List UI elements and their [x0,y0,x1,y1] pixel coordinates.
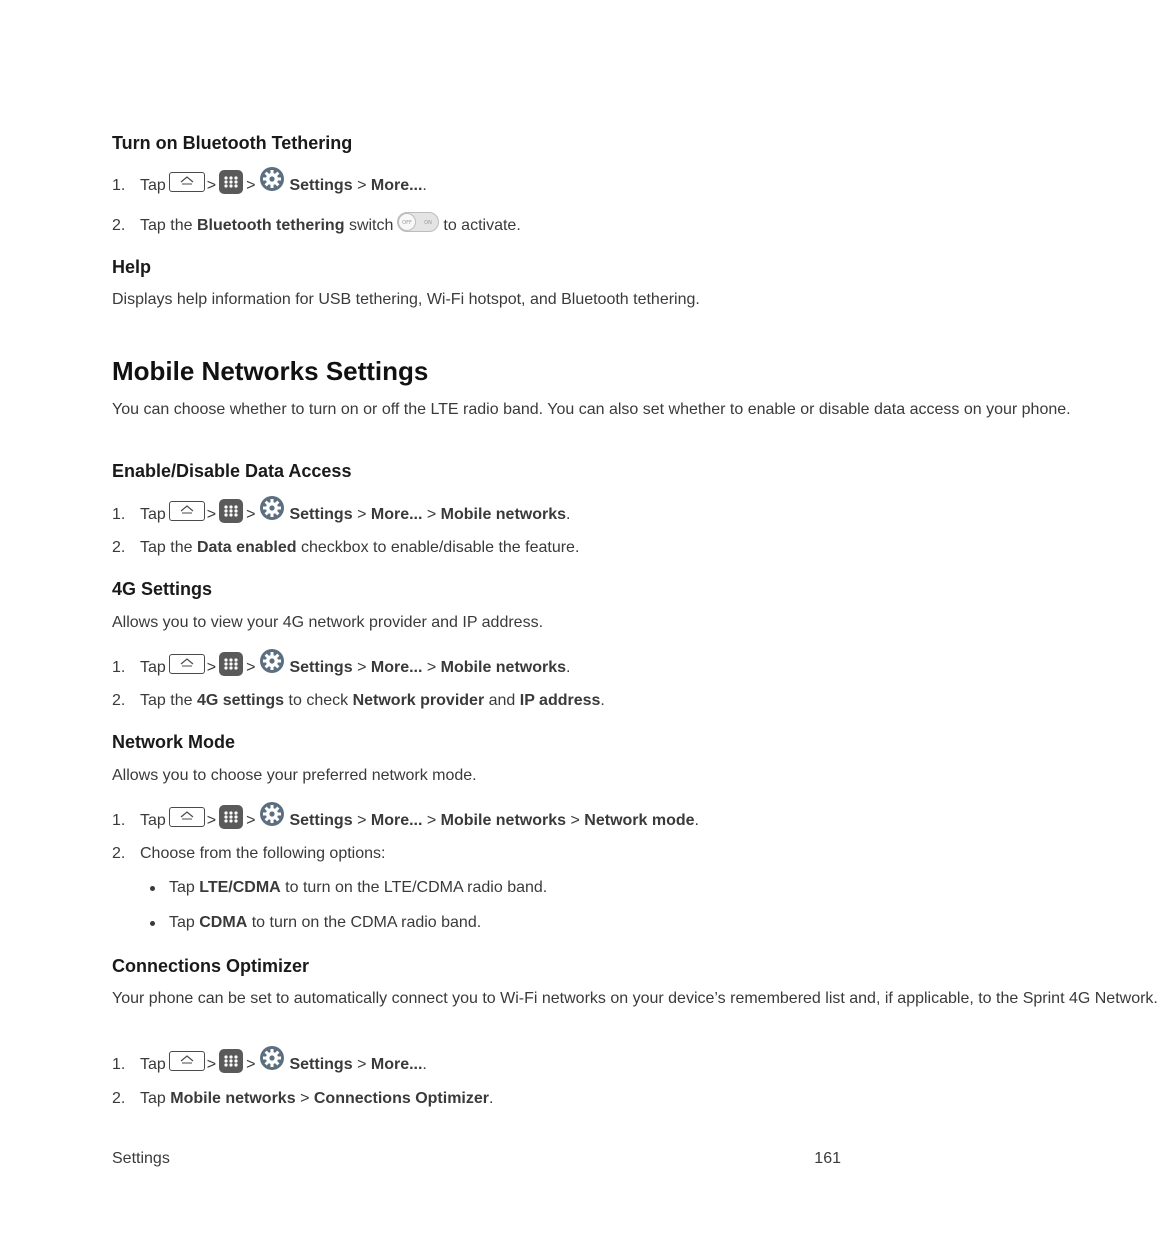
optimizer-step-2: 2. Tap Mobile networks > Connections Optimizer . [112,1090,494,1107]
gear-icon [259,166,285,192]
list-item: Tap LTE/CDMA to turn on the LTE/CDMA radio band. [112,879,547,897]
more-label: More... [370,812,423,829]
bullet-dot [150,921,155,926]
optimizer-step-1: 1. Tap > > Settings > More... . [112,1051,427,1079]
gear-icon [259,1045,285,1071]
gear-icon [259,648,285,674]
bt-step-1: 1. Tap > > Settings > More... . [112,172,427,200]
mobile-networks-label: Mobile networks [440,506,567,523]
more-label: More... [370,177,423,194]
settings-label: Settings [289,659,353,676]
home-icon [169,1051,205,1071]
heading-bluetooth-tethering: Turn on Bluetooth Tethering [112,133,353,153]
ip-address-label: IP address [519,692,601,709]
apps-icon [219,1049,243,1073]
mobile-networks-label: Mobile networks [170,1090,296,1107]
home-icon [169,501,205,521]
4g-settings-label: 4G settings [196,692,285,709]
heading-network-mode: Network Mode [112,732,236,752]
separator: > [246,659,256,676]
separator: > [357,177,367,194]
page-number: 161 [814,1150,841,1167]
optimizer-text: Your phone can be set to automatically connect you to Wi-Fi networks on your device’s remembered list and, if applicable, to the Sprint 4G Network. [112,990,1158,1007]
help-text: Displays help information for USB tethering, Wi-Fi hotspot, and Bluetooth tethering. [112,291,700,308]
settings-label: Settings [289,506,353,523]
separator: > [206,177,217,194]
step-number: 2. [112,539,126,556]
network-mode-text: Allows you to choose your preferred network mode. [112,767,477,784]
heading-help: Help [112,257,152,277]
home-icon [169,654,205,674]
separator: > [206,812,217,829]
step-number: 2. [112,1090,126,1107]
heading-connections-optimizer: Connections Optimizer [112,956,310,976]
home-icon [169,172,205,192]
4g-settings-text: Allows you to view your 4G network provider and IP address. [112,614,544,631]
separator: > [246,1056,256,1073]
step-number: 1. [112,177,126,194]
step-number: 1. [112,659,126,676]
mode-step-1: 1. Tap > > Settings > More... > Mobile networks > Network mode . [112,807,699,835]
separator: > [206,1056,217,1073]
more-label: More... [370,506,423,523]
step-number: 1. [112,1056,126,1073]
lte-cdma-label: LTE/CDMA [199,879,281,896]
network-provider-label: Network provider [352,692,485,709]
bullet-dot [150,886,155,891]
heading-data-access: Enable/Disable Data Access [112,461,352,481]
gear-icon [259,801,285,827]
mobile-networks-label: Mobile networks [440,659,567,676]
data-step-2: 2. Tap the Data enabled checkbox to enable/disable the feature. [112,539,580,556]
more-label: More... [370,659,423,676]
cdma-label: CDMA [199,914,248,931]
bluetooth-tethering-label: Bluetooth tethering [196,217,345,234]
more-label: More... [370,1056,423,1073]
switch-off-text: OFF [402,220,413,226]
settings-label: Settings [289,177,353,194]
connections-optimizer-label: Connections Optimizer [313,1090,489,1107]
step-number: 2. [112,217,126,234]
separator: > [246,812,256,829]
heading-4g-settings: 4G Settings [112,579,213,599]
switch-on-text: ON [424,220,433,226]
data-enabled-label: Data enabled [196,539,297,556]
apps-icon [219,170,243,194]
list-item: Tap CDMA to turn on the CDMA radio band. [112,914,481,932]
apps-icon [219,652,243,676]
footer-section-name: Settings [112,1150,170,1167]
separator: > [246,177,256,194]
separator: > [246,506,256,523]
apps-icon [219,805,243,829]
gear-icon [259,495,285,521]
mode-step-2: 2. Choose from the following options: [112,845,386,862]
toggle-switch-icon [397,212,439,232]
apps-icon [219,499,243,523]
settings-label: Settings [289,812,353,829]
step-number: 2. [112,692,126,709]
4g-step-2: 2. Tap the 4G settings to check Network provider and IP address . [112,692,605,709]
separator: > [206,506,217,523]
step-text: Tap [140,177,166,194]
step-number: 2. [112,845,126,862]
page-footer [112,1150,841,1168]
network-mode-label: Network mode [584,812,695,829]
mobile-networks-text: You can choose whether to turn on or off the LTE radio band. You can also set whether to enable or disable data access on your phone. [112,401,1071,418]
step-number: 1. [112,506,126,523]
data-step-1: 1. Tap > > Settings > More... > Mobile networks . [112,501,570,529]
heading-mobile-networks-settings: Mobile Networks Settings [112,356,429,386]
separator: > [206,659,217,676]
home-icon [169,807,205,827]
mobile-networks-label: Mobile networks [440,812,567,829]
bt-step-2: 2. Tap the Bluetooth tethering switch OFF ON to activate. [112,212,521,240]
4g-step-1: 1. Tap > > Settings > More... > Mobile networks . [112,654,570,682]
settings-label: Settings [289,1056,353,1073]
step-number: 1. [112,812,126,829]
